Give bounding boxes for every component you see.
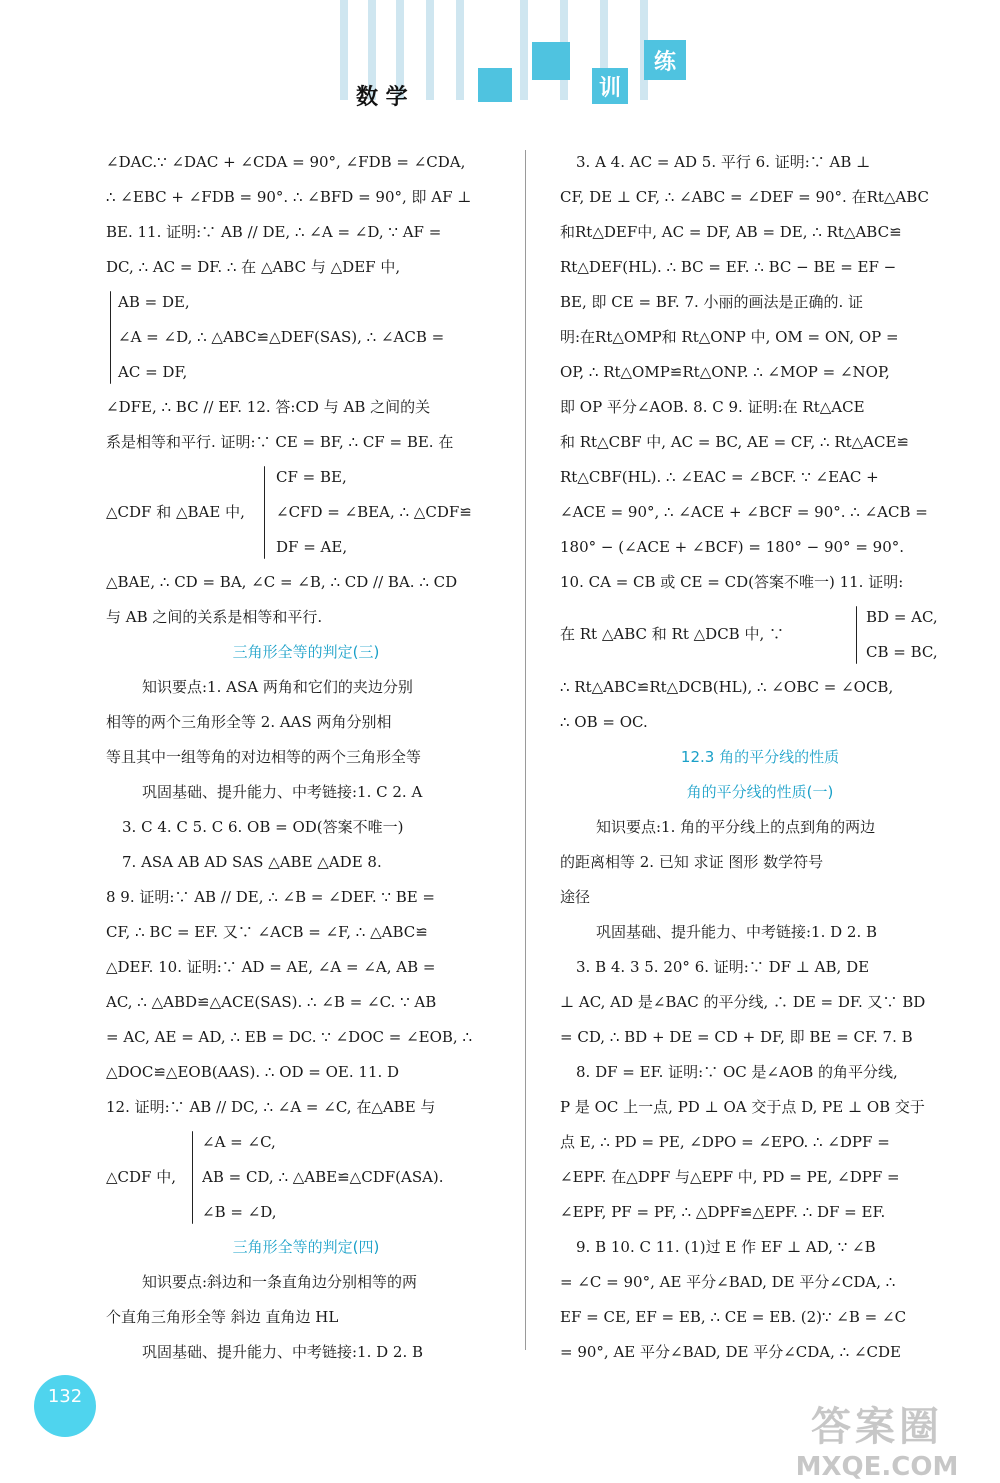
text-line: △CDF 中, bbox=[106, 1168, 176, 1186]
header-square bbox=[478, 68, 512, 102]
text-line: 巩固基础、提升能力、中考链接:1. D 2. B bbox=[596, 923, 878, 941]
text-line: 8. DF = EF. 证明:∵ OC 是∠AOB 的角平分线, bbox=[576, 1063, 898, 1081]
text-line: 巩固基础、提升能力、中考链接:1. D 2. B bbox=[142, 1343, 424, 1361]
text-line: 9. B 10. C 11. (1)过 E 作 EF ⊥ AD, ∵ ∠B bbox=[576, 1238, 876, 1256]
text-line: 途径 bbox=[560, 888, 591, 906]
text-line: Rt△CBF(HL). ∴ ∠EAC = ∠BCF. ∵ ∠EAC + bbox=[560, 468, 879, 486]
header-stripe bbox=[340, 0, 348, 100]
text-line: OP, ∴ Rt△OMP≌Rt△ONP. ∴ ∠MOP = ∠NOP, bbox=[560, 363, 890, 381]
text-line: 7. ASA AB AD SAS △ABE △ADE 8. bbox=[122, 853, 382, 871]
section-title: 三角形全等的判定(三) bbox=[232, 643, 380, 661]
text-line: BD = AC, bbox=[866, 608, 938, 626]
text-line: 8 9. 证明:∵ AB // DE, ∴ ∠B = ∠DEF. ∵ BE = bbox=[106, 888, 436, 906]
page-number: 132 bbox=[34, 1375, 96, 1437]
text-line: 等且其中一组等角的对边相等的两个三角形全等 bbox=[106, 748, 422, 766]
text-line: AB = CD, ∴ △ABE≌△CDF(ASA). bbox=[202, 1168, 444, 1186]
text-line: 3. C 4. C 5. C 6. OB = OD(答案不唯一) bbox=[122, 818, 404, 836]
watermark-url: MXQE.COM bbox=[795, 1452, 959, 1482]
text-line: 巩固基础、提升能力、中考链接:1. C 2. A bbox=[142, 783, 423, 801]
brace bbox=[856, 606, 857, 664]
watermark-logo: 答案圈 bbox=[811, 1404, 943, 1450]
text-line: ∠DFE, ∴ BC // EF. 12. 答:CD 与 AB 之间的关 bbox=[106, 398, 431, 416]
text-line: 知识要点:斜边和一条直角边分别相等的两 bbox=[142, 1273, 418, 1291]
text-line: 的距离相等 2. 已知 求证 图形 数学符号 bbox=[560, 853, 824, 871]
text-line: 3. B 4. 3 5. 20° 6. 证明:∵ DF ⊥ AB, DE bbox=[576, 958, 870, 976]
header-tag-practice: 练 bbox=[644, 40, 686, 80]
text-line: 明:在Rt△OMP和 Rt△ONP 中, OM = ON, OP = bbox=[560, 328, 899, 346]
text-line: ∠ACE = 90°, ∴ ∠ACE + ∠BCF = 90°. ∴ ∠ACB = bbox=[560, 503, 928, 521]
brace bbox=[192, 1131, 193, 1224]
text-line: ∠CFD = ∠BEA, ∴ △CDF≌ bbox=[276, 503, 472, 521]
text-line: = 90°, AE 平分∠BAD, DE 平分∠CDA, ∴ ∠CDE bbox=[560, 1343, 901, 1361]
text-line: △BAE, ∴ CD = BA, ∠C = ∠B, ∴ CD // BA. ∴ CD bbox=[106, 573, 458, 591]
section-title: 角的平分线的性质(一) bbox=[686, 783, 834, 801]
text-line: ∴ OB = OC. bbox=[560, 713, 648, 731]
header-stripe bbox=[456, 0, 464, 100]
text-line: AC = DF, bbox=[118, 363, 188, 381]
text-line: 系是相等和平行. 证明:∵ CE = BF, ∴ CF = BE. 在 bbox=[106, 433, 454, 451]
text-line: ∴ ∠EBC + ∠FDB = 90°. ∴ ∠BFD = 90°, 即 AF ⊥ bbox=[106, 188, 472, 206]
equation-system bbox=[106, 285, 506, 390]
text-line: 3. A 4. AC = AD 5. 平行 6. 证明:∵ AB ⊥ bbox=[576, 153, 871, 171]
text-line: EF = CE, EF = EB, ∴ CE = EB. (2)∵ ∠B = ∠C bbox=[560, 1308, 907, 1326]
text-line: 12. 证明:∵ AB // DC, ∴ ∠A = ∠C, 在△ABE 与 bbox=[106, 1098, 436, 1116]
left-column bbox=[106, 145, 506, 1370]
text-line: BE. 11. 证明:∵ AB // DE, ∴ ∠A = ∠D, ∵ AF = bbox=[106, 223, 442, 241]
equation-system bbox=[106, 1125, 506, 1230]
header-square bbox=[532, 42, 570, 80]
brace bbox=[264, 466, 265, 559]
text-line: 知识要点:1. ASA 两角和它们的夹边分别 bbox=[142, 678, 413, 696]
text-line: CF, DE ⊥ CF, ∴ ∠ABC = ∠DEF = 90°. 在Rt△ABC bbox=[560, 188, 930, 206]
equation-system bbox=[106, 460, 506, 565]
text-line: 10. CA = CB 或 CE = CD(答案不唯一) 11. 证明: bbox=[560, 573, 904, 591]
text-line: 和Rt△DEF中, AC = DF, AB = DE, ∴ Rt△ABC≌ bbox=[560, 223, 902, 241]
text-line: 知识要点:1. 角的平分线上的点到角的两边 bbox=[596, 818, 876, 836]
watermark bbox=[772, 1395, 982, 1482]
chapter-title: 12.3 角的平分线的性质 bbox=[680, 748, 840, 766]
text-line: 180° − (∠ACE + ∠BCF) = 180° − 90° = 90°. bbox=[560, 538, 905, 556]
text-line: ∠B = ∠D, bbox=[202, 1203, 277, 1221]
text-line: 与 AB 之间的关系是相等和平行. bbox=[106, 608, 323, 626]
text-line: P 是 OC 上一点, PD ⊥ OA 交于点 D, PE ⊥ OB 交于 bbox=[560, 1098, 925, 1116]
text-line: ∠EPF, PF = PF, ∴ △DPF≌△EPF. ∴ DF = EF. bbox=[560, 1203, 886, 1221]
text-line: CB = BC, bbox=[866, 643, 938, 661]
text-line: ∠DAC.∵ ∠DAC + ∠CDA = 90°, ∠FDB = ∠CDA, bbox=[106, 153, 466, 171]
header-stripe bbox=[426, 0, 434, 100]
text-line: ∠A = ∠D, ∴ △ABC≌△DEF(SAS), ∴ ∠ACB = bbox=[118, 328, 445, 346]
text-line: CF = BE, bbox=[276, 468, 347, 486]
header-stripe bbox=[520, 0, 528, 100]
text-line: DF = AE, bbox=[276, 538, 348, 556]
text-line: ∠EPF. 在△DPF 与△EPF 中, PD = PE, ∠DPF = bbox=[560, 1168, 900, 1186]
text-line: 和 Rt△CBF 中, AC = BC, AE = CF, ∴ Rt△ACE≌ bbox=[560, 433, 909, 451]
text-line: △DOC≌△EOB(AAS). ∴ OD = OE. 11. D bbox=[106, 1063, 400, 1081]
text-line: = AC, AE = AD, ∴ EB = DC. ∵ ∠DOC = ∠EOB, ∴ bbox=[106, 1028, 472, 1046]
column-divider bbox=[525, 150, 526, 1350]
text-line: ∠A = ∠C, bbox=[202, 1133, 276, 1151]
text-line: 点 E, ∴ PD = PE, ∠DPO = ∠EPO. ∴ ∠DPF = bbox=[560, 1133, 890, 1151]
text-line: CF, ∴ BC = EF. 又∵ ∠ACB = ∠F, ∴ △ABC≌ bbox=[106, 923, 428, 941]
text-line: BE, 即 CE = BF. 7. 小丽的画法是正确的. 证 bbox=[560, 293, 864, 311]
text-line: ∴ Rt△ABC≌Rt△DCB(HL), ∴ ∠OBC = ∠OCB, bbox=[560, 678, 894, 696]
text-line: ⊥ AC, AD 是∠BAC 的平分线, ∴ DE = DF. 又∵ BD bbox=[560, 993, 926, 1011]
text-line: Rt△DEF(HL). ∴ BC = EF. ∴ BC − BE = EF − bbox=[560, 258, 897, 276]
right-column bbox=[560, 145, 960, 1370]
text-line: 在 Rt △ABC 和 Rt △DCB 中, ∵ bbox=[560, 625, 784, 643]
header-tag-train: 训 bbox=[592, 68, 628, 104]
text-line: 个直角三角形全等 斜边 直角边 HL bbox=[106, 1308, 339, 1326]
brace bbox=[110, 291, 111, 384]
text-line: AB = DE, bbox=[118, 293, 190, 311]
subject-label: 数 学 bbox=[356, 85, 408, 110]
text-line: △CDF 和 △BAE 中, bbox=[106, 503, 245, 521]
equation-system bbox=[560, 600, 960, 670]
text-line: △DEF. 10. 证明:∵ AD = AE, ∠A = ∠A, AB = bbox=[106, 958, 436, 976]
text-line: DC, ∴ AC = DF. ∴ 在 △ABC 与 △DEF 中, bbox=[106, 258, 401, 276]
text-line: AC, ∴ △ABD≌△ACE(SAS). ∴ ∠B = ∠C. ∵ AB bbox=[106, 993, 437, 1011]
text-line: = ∠C = 90°, AE 平分∠BAD, DE 平分∠CDA, ∴ bbox=[560, 1273, 896, 1291]
text-line: 即 OP 平分∠AOB. 8. C 9. 证明:在 Rt△ACE bbox=[560, 398, 865, 416]
text-line: 相等的两个三角形全等 2. AAS 两角分别相 bbox=[106, 713, 392, 731]
section-title: 三角形全等的判定(四) bbox=[232, 1238, 380, 1256]
text-line: = CD, ∴ BD + DE = CD + DF, 即 BE = CF. 7. B bbox=[560, 1028, 913, 1046]
